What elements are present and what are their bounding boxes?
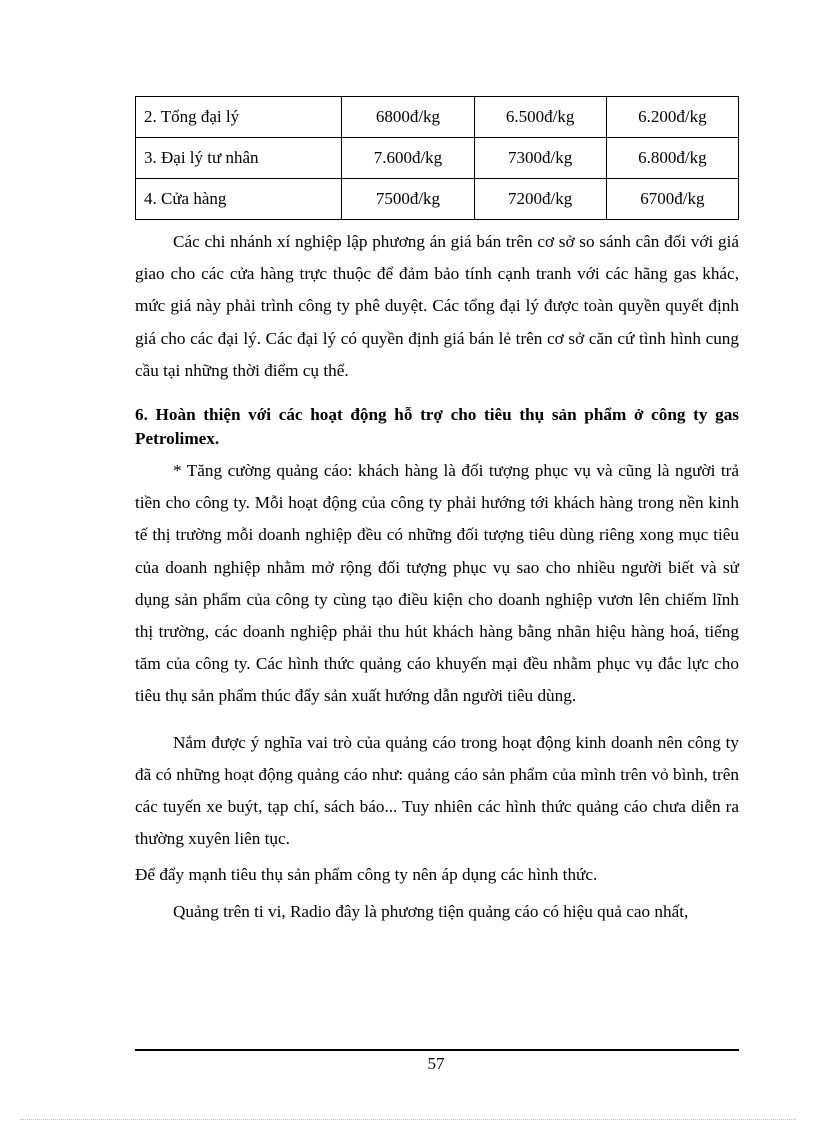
paragraph-tv-radio: Quảng trên ti vi, Radio đây là phương tiện quảng cáo có hiệu quả cao nhất, bbox=[173, 901, 689, 921]
page-edge-divider bbox=[20, 1119, 796, 1120]
price-cell: 7.600đ/kg bbox=[342, 138, 474, 179]
price-cell: 6.500đ/kg bbox=[474, 97, 606, 138]
paragraph-promotion: Để đẩy mạnh tiêu thụ sản phẩm công ty nên áp dụng các hình thức. bbox=[135, 865, 598, 885]
row-label: 3. Đại lý tư nhân bbox=[136, 138, 342, 179]
price-cell: 6.200đ/kg bbox=[606, 97, 738, 138]
price-cell: 7200đ/kg bbox=[474, 179, 606, 220]
row-label: 2. Tổng đại lý bbox=[136, 97, 342, 138]
price-cell: 6800đ/kg bbox=[342, 97, 474, 138]
page-number: 57 bbox=[427, 1054, 445, 1073]
table-row bbox=[136, 97, 739, 138]
price-cell: 7300đ/kg bbox=[474, 138, 606, 179]
paragraph-advertising: * Tăng cường quảng cáo: khách hàng là đối tượng phục vụ và cũng là người trả tiền cho công ty. Mỗi hoạt động của công ty phải hướng tới khách hàng trong nền kinh tế thị trường mỗi doanh nghiệp đều có những đối tượng tiêu dùng riêng xong mục tiêu của doanh nghiệp nhằm mở rộng đối tượng phục vụ sao cho nhiều người biết và sử dụng sản phẩm của công ty cùng tạo điều kiện cho doanh nghiệp vươn lên chiếm lĩnh thị trường, các doanh nghiệp phải thu hút khách hàng bằng nhãn hiệu hàng hoá, tiếng tăm của công ty. Các hình thức quảng cáo khuyến mại đều nhằm phục vụ đắc lực cho tiêu thụ sản phẩm thúc đẩy sản xuất hướng dẫn người tiêu dùng. bbox=[135, 461, 739, 706]
price-cell: 7500đ/kg bbox=[342, 179, 474, 220]
table-row bbox=[136, 179, 739, 220]
table-row bbox=[136, 138, 739, 179]
price-cell: 6700đ/kg bbox=[606, 179, 738, 220]
price-table bbox=[135, 96, 739, 220]
footer-divider bbox=[135, 1049, 739, 1051]
row-label: 4. Cửa hàng bbox=[136, 179, 342, 220]
document-body bbox=[135, 226, 739, 928]
paragraph-pricing: Các chi nhánh xí nghiệp lập phương án giá bán trên cơ sở so sánh cân đối với giá giao cho các cửa hàng trực thuộc để đảm bảo tính cạnh tranh với các hãng gas khác, mức giá này phải trình công ty phê duyệt. Các tổng đại lý được toàn quyền quyết định giá cho các đại lý. Các đại lý có quyền định giá bán lẻ trên cơ sở căn cứ tình hình cung cầu tại những thời điểm cụ thể. bbox=[135, 232, 739, 380]
price-cell: 6.800đ/kg bbox=[606, 138, 738, 179]
paragraph-advertising-role: Nắm được ý nghĩa vai trò của quảng cáo trong hoạt động kinh doanh nên công ty đã có những hoạt động quảng cáo như: quảng cáo sản phẩm của mình trên vỏ bình, trên các tuyến xe buýt, tạp chí, sách báo... Tuy nhiên các hình thức quảng cáo chưa diễn ra thường xuyên liên tục. bbox=[135, 732, 739, 849]
section-heading: 6. Hoàn thiện với các hoạt động hỗ trợ cho tiêu thụ sản phẩm ở công ty gas Petrolimex. bbox=[135, 405, 739, 449]
